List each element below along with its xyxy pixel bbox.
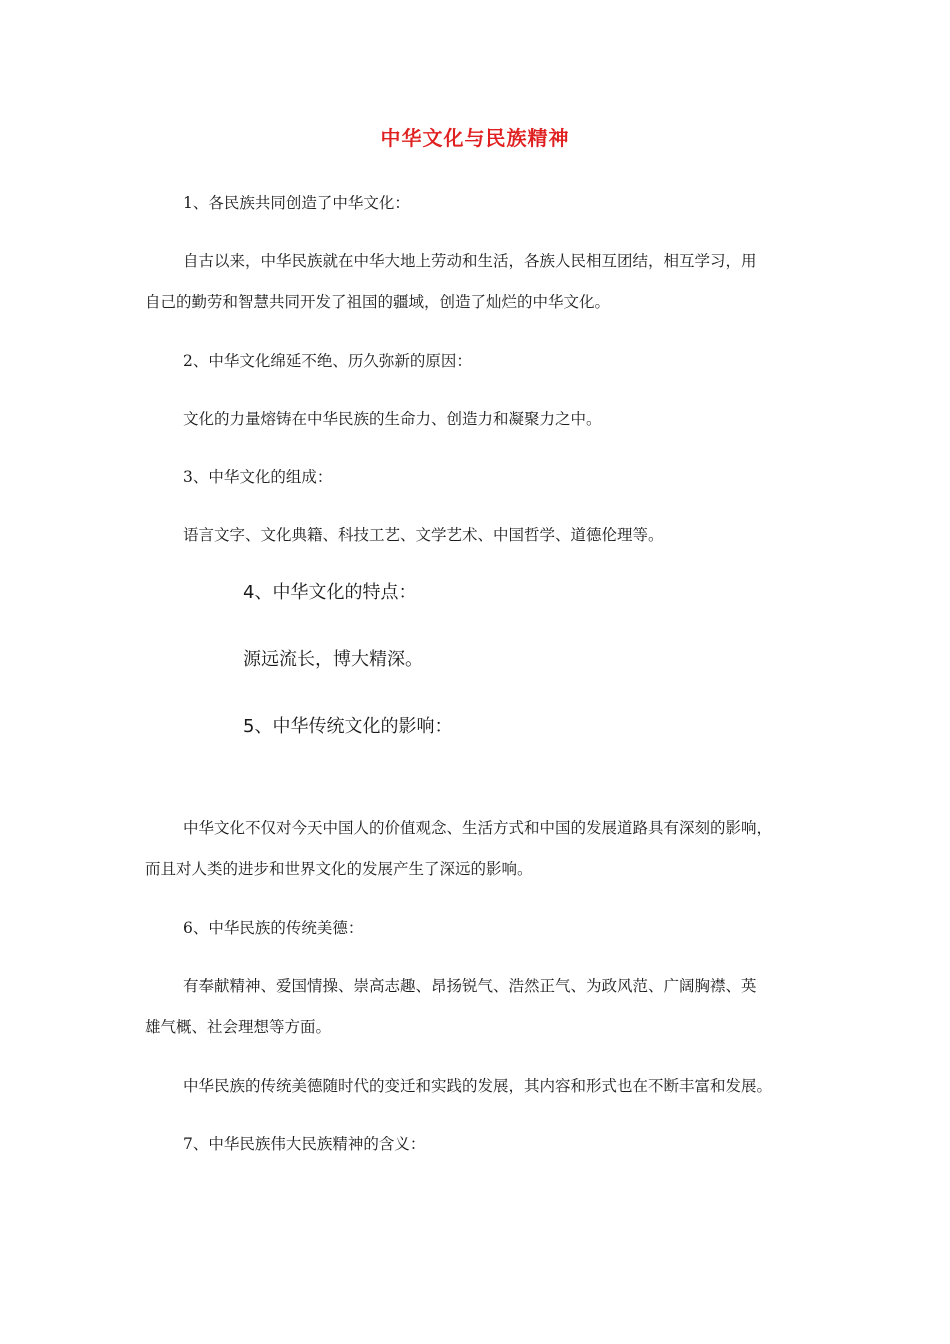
heading-3: 3、中华文化的组成： <box>183 468 333 486</box>
document-title: 中华文化与民族精神 <box>380 126 570 150</box>
paragraph-2: 文化的力量熔铸在中华民族的生命力、创造力和凝聚力之中。 <box>183 410 602 428</box>
paragraph-5-line-1: 中华文化不仅对今天中国人的价值观念、生活方式和中国的发展道路具有深刻的影响， <box>183 819 773 837</box>
heading-7: 7、中华民族伟大民族精神的含义： <box>183 1135 426 1153</box>
heading-6: 6、中华民族的传统美德： <box>183 919 364 937</box>
paragraph-1-line-2: 自己的勤劳和智慧共同开发了祖国的疆域，创造了灿烂的中华文化。 <box>145 293 611 311</box>
heading-4: 4、中华文化的特点： <box>243 582 417 603</box>
paragraph-1-line-1: 自古以来，中华民族就在中华大地上劳动和生活，各族人民相互团结，相互学习，用 <box>183 252 757 270</box>
paragraph-5-line-2: 而且对人类的进步和世界文化的发展产生了深远的影响。 <box>145 860 533 878</box>
paragraph-7: 中华民族的传统美德随时代的变迁和实践的发展，其内容和形式也在不断丰富和发展。 <box>183 1077 773 1095</box>
heading-5: 5、中华传统文化的影响： <box>243 716 453 737</box>
paragraph-3: 语言文字、文化典籍、科技工艺、文学艺术、中国哲学、道德伦理等。 <box>183 526 664 544</box>
paragraph-6-line-1: 有奉献精神、爱国情操、崇高志趣、昂扬锐气、浩然正气、为政风范、广阔胸襟、英 <box>183 977 757 995</box>
paragraph-6-line-2: 雄气概、社会理想等方面。 <box>145 1018 332 1036</box>
paragraph-4: 源远流长，博大精深。 <box>243 649 423 670</box>
heading-1: 1、各民族共同创造了中华文化： <box>183 194 410 212</box>
heading-2: 2、中华文化绵延不绝、历久弥新的原因： <box>183 352 472 370</box>
